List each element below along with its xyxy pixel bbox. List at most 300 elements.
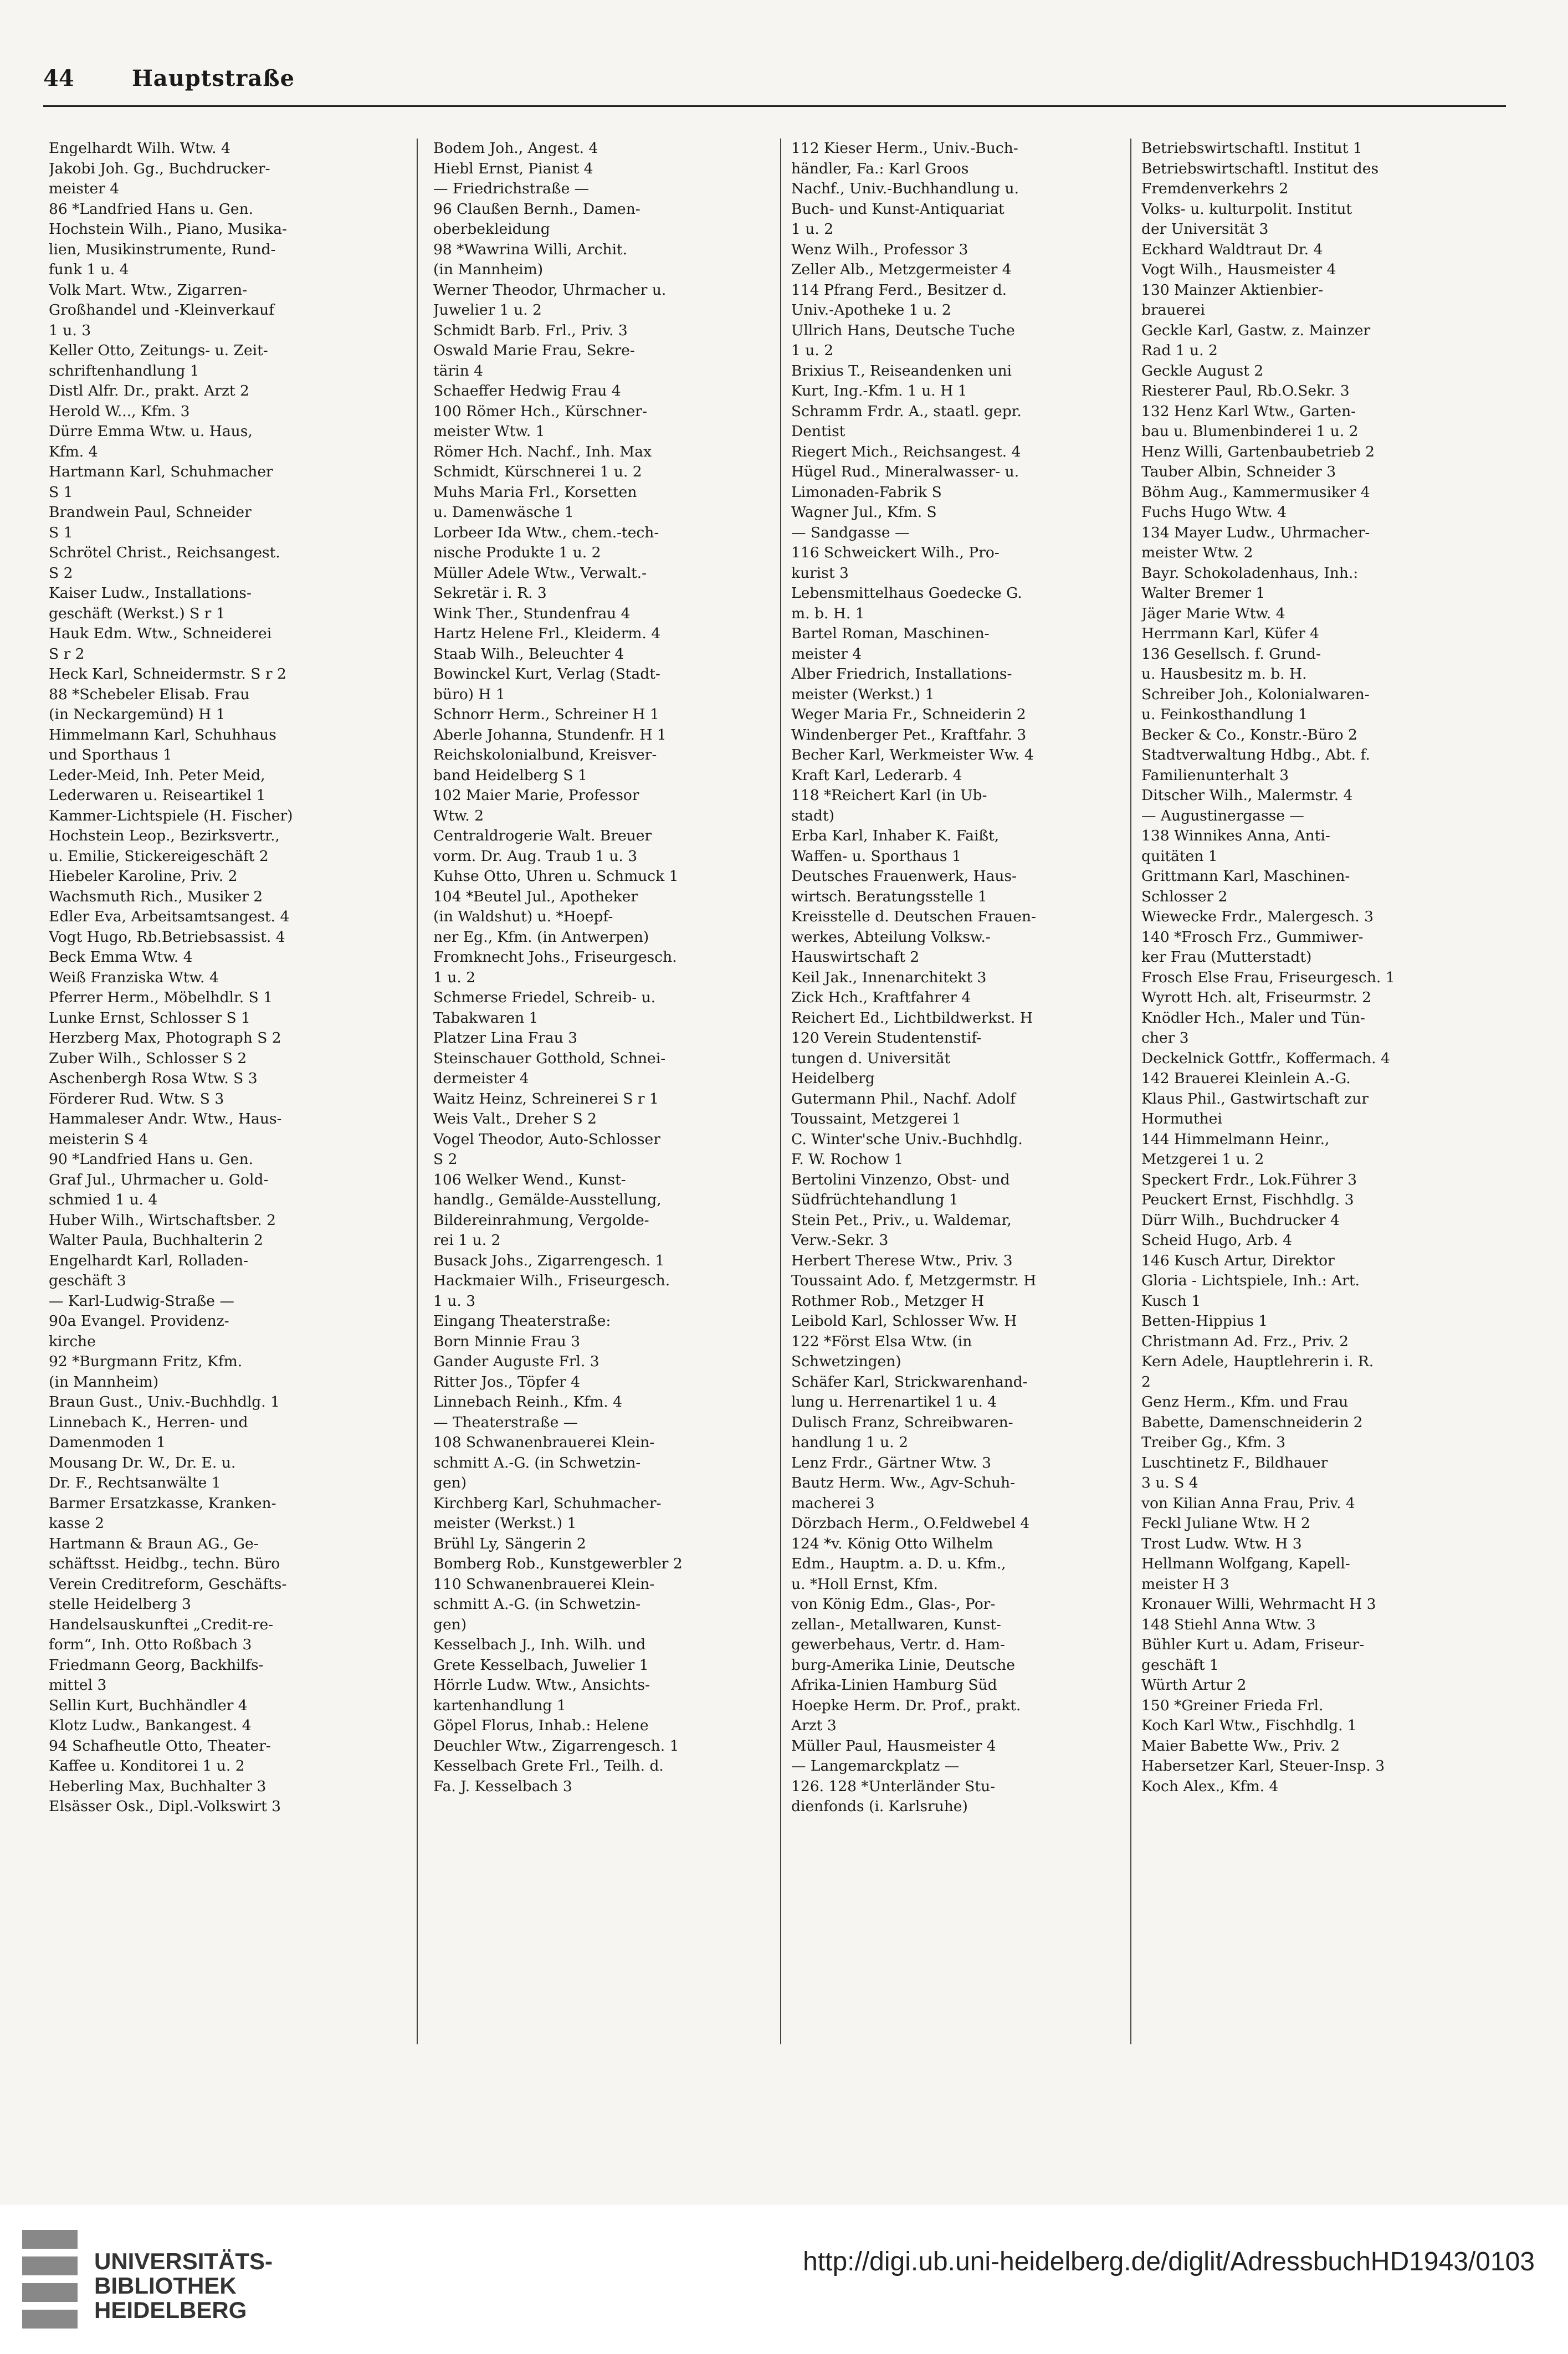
directory-entry-line: Dürr Wilh., Buchdrucker 4	[1141, 1211, 1340, 1229]
directory-entry-line: oberbekleidung	[433, 220, 550, 238]
directory-entry-line: 92 *Burgmann Fritz, Kfm.	[49, 1353, 243, 1370]
directory-entry-line: Born Minnie Frau 3	[433, 1332, 581, 1350]
directory-entry-line: Engelhardt Wilh. Wtw. 4	[49, 140, 230, 157]
directory-entry-line: meister (Werkst.) 1	[433, 1515, 577, 1532]
directory-entry-line: Hellmann Wolfgang, Kapell-	[1141, 1555, 1350, 1572]
directory-entry-line: u. Feinkosthandlung 1	[1141, 706, 1308, 723]
directory-entry-line: meister 4	[791, 645, 862, 663]
directory-entry-line: Reichskolonialbund, Kreisver-	[433, 746, 657, 763]
directory-entry-line: 136 Gesellsch. f. Grund-	[1141, 645, 1321, 663]
directory-entry-line: Tabakwaren 1	[433, 1009, 539, 1027]
directory-entry-line: 108 Schwanenbrauerei Klein-	[433, 1434, 655, 1451]
directory-entry-line: Schmidt, Kürschnerei 1 u. 2	[433, 463, 642, 480]
directory-entry-line: Peuckert Ernst, Fischhdlg. 3	[1141, 1191, 1354, 1208]
directory-entry-line: Hammaleser Andr. Wtw., Haus-	[49, 1110, 282, 1127]
directory-entry-line: kartenhandlung 1	[433, 1696, 566, 1714]
directory-entry-line: Riegert Mich., Reichsangest. 4	[791, 443, 1021, 460]
directory-entry-line: Hügel Rud., Mineralwasser- u.	[791, 463, 1019, 480]
directory-entry-line: Weiß Franziska Wtw. 4	[49, 968, 219, 986]
directory-entry-line: Kusch 1	[1141, 1292, 1201, 1310]
directory-entry-line: Bowinckel Kurt, Verlag (Stadt-	[433, 665, 660, 683]
directory-entry-line: stelle Heidelberg 3	[49, 1596, 191, 1613]
library-name-line: HEIDELBERG	[94, 2297, 247, 2323]
directory-entry-line: (in Mannheim)	[433, 261, 544, 278]
directory-entry-line: geschäft 1	[1141, 1656, 1219, 1674]
directory-entry-line: kirche	[49, 1332, 96, 1350]
directory-entry-line: Ullrich Hans, Deutsche Tuche	[791, 321, 1015, 339]
directory-entry-line: Fremdenverkehrs 2	[1141, 180, 1289, 197]
directory-entry-line: Ditscher Wilh., Malermstr. 4	[1141, 787, 1353, 804]
directory-entry-line: band Heidelberg S 1	[433, 766, 587, 784]
directory-entry-line: rei 1 u. 2	[433, 1232, 501, 1249]
directory-entry-line: dermeister 4	[433, 1070, 529, 1087]
directory-entry-line: Müller Paul, Hausmeister 4	[791, 1737, 996, 1755]
directory-entry-line: Koch Karl Wtw., Fischhdlg. 1	[1141, 1717, 1357, 1734]
directory-entry-line: Wtw. 2	[433, 807, 484, 824]
directory-entry-line: Schnorr Herm., Schreiner H 1	[433, 706, 659, 723]
directory-entry-line: u. Emilie, Stickereigeschäft 2	[49, 847, 269, 865]
directory-entry-line: Busack Johs., Zigarrengesch. 1	[433, 1252, 665, 1269]
directory-entry-line: Hackmaier Wilh., Friseurgesch.	[433, 1272, 670, 1289]
directory-entry-line: Vogel Theodor, Auto-Schlosser	[433, 1130, 660, 1148]
directory-entry-line: — Augustinergasse —	[1141, 807, 1304, 824]
directory-entry-line: kurist 3	[791, 564, 849, 582]
directory-entry-line: Wink Ther., Stundenfrau 4	[433, 604, 631, 622]
directory-entry-line: Riesterer Paul, Rb.O.Sekr. 3	[1141, 382, 1350, 399]
directory-entry-line: Rothmer Rob., Metzger H	[791, 1292, 984, 1310]
directory-entry-line: 138 Winnikes Anna, Anti-	[1141, 827, 1330, 844]
directory-entry-line: S 2	[49, 564, 73, 582]
directory-entry-line: Gutermann Phil., Nachf. Adolf	[791, 1090, 1016, 1107]
directory-entry-line: 146 Kusch Artur, Direktor	[1141, 1252, 1335, 1269]
directory-entry-line: Walter Bremer 1	[1141, 584, 1265, 602]
directory-entry-line: 148 Stiehl Anna Wtw. 3	[1141, 1616, 1316, 1633]
directory-entry-line: Hochstein Wilh., Piano, Musika-	[49, 220, 287, 238]
directory-entry-line: Deuchler Wtw., Zigarrengesch. 1	[433, 1737, 679, 1755]
directory-entry-line: Kern Adele, Hauptlehrerin i. R.	[1141, 1353, 1374, 1370]
directory-entry-line: Hauswirtschaft 2	[791, 948, 920, 966]
directory-entry-line: Bühler Kurt u. Adam, Friseur-	[1141, 1636, 1365, 1653]
directory-entry-line: Vogt Hugo, Rb.Betriebsassist. 4	[49, 928, 285, 946]
directory-entry-line: Schmidt Barb. Frl., Priv. 3	[433, 321, 628, 339]
directory-entry-line: Geckle Karl, Gastw. z. Mainzer	[1141, 321, 1371, 339]
directory-entry-line: form“, Inh. Otto Roßbach 3	[49, 1636, 252, 1653]
directory-entry-line: Juwelier 1 u. 2	[433, 301, 542, 319]
directory-entry-line: 126. 128 *Unterländer Stu-	[791, 1777, 995, 1795]
directory-entry-line: Toussaint, Metzgerei 1	[791, 1110, 961, 1127]
directory-entry-line: Hartmann Karl, Schuhmacher	[49, 463, 273, 480]
directory-entry-line: stadt)	[791, 807, 834, 824]
directory-entry-line: Edler Eva, Arbeitsamtsangest. 4	[49, 908, 290, 925]
directory-entry-line: Damenmoden 1	[49, 1434, 166, 1451]
directory-entry-line: Centraldrogerie Walt. Breuer	[433, 827, 652, 844]
directory-entry-line: Toussaint Ado. f, Metzgermstr. H	[791, 1272, 1037, 1289]
directory-entry-line: Wagner Jul., Kfm. S	[791, 504, 937, 521]
directory-entry-line: Müller Adele Wtw., Verwalt.-	[433, 564, 647, 582]
directory-entry-line: Pferrer Herm., Möbelhdlr. S 1	[49, 989, 273, 1006]
directory-entry-line: macherei 3	[791, 1494, 875, 1512]
directory-entry-line: Dentist	[791, 423, 846, 440]
directory-entry-line: Volks- u. kulturpolit. Institut	[1141, 200, 1352, 218]
directory-entry-line: gen)	[433, 1616, 467, 1633]
source-url-link[interactable]: http://digi.ub.uni-heidelberg.de/diglit/AdressbuchHD1943/0103	[803, 2247, 1535, 2276]
directory-entry-line: tärin 4	[433, 362, 483, 379]
column-3	[791, 139, 1130, 1817]
directory-entry-line: Walter Paula, Buchhalterin 2	[49, 1232, 263, 1249]
directory-entry-line: — Theaterstraße —	[433, 1413, 578, 1431]
directory-entry-line: Weger Maria Fr., Schneiderin 2	[791, 706, 1026, 723]
directory-entry-line: Vogt Wilh., Hausmeister 4	[1141, 261, 1336, 278]
directory-entry-line: 140 *Frosch Frz., Gummiwer-	[1141, 928, 1364, 946]
directory-entry-line: Henz Willi, Gartenbaubetrieb 2	[1141, 443, 1375, 460]
directory-entry-line: gen)	[433, 1474, 467, 1491]
directory-entry-line: Hörrle Ludw. Wtw., Ansichts-	[433, 1676, 650, 1694]
directory-entry-line: Sekretär i. R. 3	[433, 584, 547, 602]
directory-entry-line: Friedmann Georg, Backhilfs-	[49, 1656, 264, 1674]
directory-entry-line: Schäfer Karl, Strickwarenhand-	[791, 1373, 1028, 1391]
directory-entry-line: Bodem Joh., Angest. 4	[433, 140, 598, 157]
directory-entry-line: Stein Pet., Priv., u. Waldemar,	[791, 1211, 1012, 1229]
library-name	[94, 2249, 273, 2322]
directory-entry-line: Jäger Marie Wtw. 4	[1141, 604, 1285, 622]
directory-entry-line: lien, Musikinstrumente, Rund-	[49, 240, 276, 258]
directory-entry-line: Steinschauer Gotthold, Schnei-	[433, 1049, 666, 1067]
directory-entry-line: Metzgerei 1 u. 2	[1141, 1151, 1264, 1168]
directory-entry-line: Herrmann Karl, Küfer 4	[1141, 625, 1319, 642]
directory-entry-line: 114 Pfrang Ferd., Besitzer d.	[791, 281, 1007, 299]
directory-entry-line: 100 Römer Hch., Kürschner-	[433, 402, 647, 420]
directory-entry-line: nische Produkte 1 u. 2	[433, 544, 601, 561]
directory-entry-line: ner Eg., Kfm. (in Antwerpen)	[433, 928, 649, 946]
directory-entry-line: S 2	[433, 1151, 458, 1168]
directory-entry-line: werkes, Abteilung Volksw.-	[791, 928, 991, 946]
directory-entry-line: Wyrott Hch. alt, Friseurmstr. 2	[1141, 989, 1371, 1006]
directory-entry-line: Kfm. 4	[49, 443, 98, 460]
directory-entry-line: Reichert Ed., Lichtbildwerkst. H	[791, 1009, 1033, 1027]
directory-entry-line: 122 *Först Elsa Wtw. (in	[791, 1332, 972, 1350]
directory-entry-line: Fa. J. Kesselbach 3	[433, 1777, 572, 1795]
directory-entry-line: Gander Auguste Frl. 3	[433, 1353, 599, 1370]
page-number: 44	[43, 65, 74, 91]
directory-entry-line: Bertolini Vinzenzo, Obst- und	[791, 1171, 1010, 1188]
directory-entry-line: Großhandel und -Kleinverkauf	[49, 301, 274, 319]
page-header	[43, 65, 1506, 99]
directory-entry-line: Kaiser Ludw., Installations-	[49, 584, 252, 602]
directory-entry-line: Kraft Karl, Lederarb. 4	[791, 766, 962, 784]
directory-entry-line: Betriebswirtschaftl. Institut 1	[1141, 140, 1362, 157]
directory-entry-line: gewerbehaus, Vertr. d. Ham-	[791, 1636, 1005, 1653]
directory-entry-line: Brühl Ly, Sängerin 2	[433, 1535, 586, 1552]
directory-entry-line: Beck Emma Wtw. 4	[49, 948, 193, 966]
directory-entry-line: 132 Henz Karl Wtw., Garten-	[1141, 402, 1356, 420]
directory-entry-line: lung u. Herrenartikel 1 u. 4	[791, 1393, 997, 1411]
directory-entry-line: S 1	[49, 483, 73, 501]
directory-entry-line: Linnebach K., Herren- und	[49, 1413, 248, 1431]
directory-entry-line: Becker & Co., Konstr.-Büro 2	[1141, 726, 1357, 743]
directory-entry-line: Eingang Theaterstraße:	[433, 1312, 611, 1330]
directory-entry-line: 1 u. 2	[791, 220, 834, 238]
directory-entry-line: Zeller Alb., Metzgermeister 4	[791, 261, 1012, 278]
directory-entry-line: 120 Verein Studentenstif-	[791, 1029, 982, 1047]
directory-entry-line: handlg., Gemälde-Ausstellung,	[433, 1191, 662, 1208]
directory-entry-line: händler, Fa.: Karl Groos	[791, 160, 969, 177]
directory-entry-line: Maier Babette Ww., Priv. 2	[1141, 1737, 1340, 1755]
directory-entry-line: 130 Mainzer Aktienbier-	[1141, 281, 1324, 299]
directory-entry-line: 106 Welker Wend., Kunst-	[433, 1171, 626, 1188]
directory-entry-line: Barmer Ersatzkasse, Kranken-	[49, 1494, 276, 1512]
directory-entry-line: Hiebeler Karoline, Priv. 2	[49, 868, 238, 885]
directory-entry-line: Weis Valt., Dreher S 2	[433, 1110, 597, 1127]
directory-entry-line: F. W. Rochow 1	[791, 1151, 904, 1168]
directory-entry-line: Himmelmann Karl, Schuhhaus	[49, 726, 276, 743]
directory-entry-line: Geckle August 2	[1141, 362, 1264, 379]
directory-entry-line: Schlosser 2	[1141, 888, 1228, 905]
directory-entry-line: 102 Maier Marie, Professor	[433, 787, 639, 804]
page-street-title: Hauptstraße	[132, 65, 295, 91]
directory-entry-line: geschäft (Werkst.) S r 1	[49, 604, 226, 622]
directory-entry-line: Habersetzer Karl, Steuer-Insp. 3	[1141, 1757, 1385, 1775]
directory-entry-line: Babette, Damenschneiderin 2	[1141, 1413, 1363, 1431]
directory-entry-line: meisterin S 4	[49, 1130, 148, 1148]
directory-entry-line: Lenz Frdr., Gärtner Wtw. 3	[791, 1454, 992, 1471]
directory-entry-line: Brixius T., Reiseandenken uni	[791, 362, 1012, 379]
directory-entry-line: Bayr. Schokoladenhaus, Inh.:	[1141, 564, 1359, 582]
directory-entry-line: Oswald Marie Frau, Sekre-	[433, 342, 635, 359]
directory-entry-line: Göpel Florus, Inhab.: Helene	[433, 1717, 649, 1734]
directory-entry-line: 142 Brauerei Kleinlein A.-G.	[1141, 1070, 1351, 1087]
directory-entry-line: u. Hausbesitz m. b. H.	[1141, 665, 1307, 683]
directory-entry-line: Linnebach Reinh., Kfm. 4	[433, 1393, 622, 1411]
directory-entry-line: Muhs Maria Frl., Korsetten	[433, 483, 637, 501]
directory-entry-line: Bildereinrahmung, Vergolde-	[433, 1211, 649, 1229]
directory-entry-line: Staab Wilh., Beleuchter 4	[433, 645, 624, 663]
directory-entry-line: Hormuthei	[1141, 1110, 1222, 1127]
directory-entry-line: Werner Theodor, Uhrmacher u.	[433, 281, 667, 299]
library-logo-icon	[22, 2230, 89, 2330]
directory-entry-line: Betten-Hippius 1	[1141, 1312, 1268, 1330]
directory-entry-line: 88 *Schebeler Elisab. Frau	[49, 685, 250, 703]
directory-entry-line: S r 2	[49, 645, 85, 663]
directory-entry-line: Lebensmittelhaus Goedecke G.	[791, 584, 1022, 602]
directory-entry-line: Limonaden-Fabrik S	[791, 483, 942, 501]
directory-entry-line: Ritter Jos., Töpfer 4	[433, 1373, 580, 1391]
directory-entry-line: von Kilian Anna Frau, Priv. 4	[1141, 1494, 1355, 1512]
directory-entry-line: Waffen- u. Sporthaus 1	[791, 847, 961, 865]
directory-entry-line: Dulisch Franz, Schreibwaren-	[791, 1413, 1013, 1431]
directory-entry-line: Gloria - Lichtspiele, Inh.: Art.	[1141, 1272, 1360, 1289]
directory-entry-line: Verw.-Sekr. 3	[791, 1232, 889, 1249]
directory-entry-line: Brandwein Paul, Schneider	[49, 504, 252, 521]
directory-entry-line: Stadtverwaltung Hdbg., Abt. f.	[1141, 746, 1370, 763]
directory-entry-line: Braun Gust., Univ.-Buchhdlg. 1	[49, 1393, 280, 1411]
directory-entry-line: Keil Jak., Innenarchitekt 3	[791, 968, 987, 986]
directory-entry-line: Fuchs Hugo Wtw. 4	[1141, 504, 1287, 521]
directory-entry-line: Zick Hch., Kraftfahrer 4	[791, 989, 971, 1006]
directory-entry-line: u. Damenwäsche 1	[433, 504, 574, 521]
directory-entry-line: schmitt A.-G. (in Schwetzin-	[433, 1596, 641, 1613]
directory-entry-line: Kesselbach J., Inh. Wilh. und	[433, 1636, 646, 1653]
directory-entry-line: Wachsmuth Rich., Musiker 2	[49, 888, 263, 905]
directory-entry-line: Grete Kesselbach, Juwelier 1	[433, 1656, 649, 1674]
directory-entry-line: meister Wtw. 2	[1141, 544, 1253, 561]
directory-entry-line: 134 Mayer Ludw., Uhrmacher-	[1141, 524, 1370, 541]
directory-entry-line: Dürre Emma Wtw. u. Haus,	[49, 423, 253, 440]
directory-entry-line: cher 3	[1141, 1029, 1189, 1047]
directory-entry-line: handlung 1 u. 2	[791, 1434, 908, 1451]
directory-entry-line: Luschtinetz F., Bildhauer	[1141, 1454, 1328, 1471]
directory-entry-line: Verein Creditreform, Geschäfts-	[49, 1575, 287, 1593]
directory-entry-line: Heidelberg	[791, 1070, 875, 1087]
directory-entry-line: 150 *Greiner Frieda Frl.	[1141, 1696, 1324, 1714]
directory-entry-line: 104 *Beutel Jul., Apotheker	[433, 888, 638, 905]
directory-entry-line: der Universität 3	[1141, 220, 1269, 238]
directory-entry-line: Herold W..., Kfm. 3	[49, 402, 190, 420]
directory-entry-line: Böhm Aug., Kammermusiker 4	[1141, 483, 1370, 501]
directory-entry-line: Hochstein Leop., Bezirksvertr.,	[49, 827, 280, 844]
directory-entry-line: Wiewecke Frdr., Malergesch. 3	[1141, 908, 1374, 925]
directory-entry-line: meister (Werkst.) 1	[791, 685, 935, 703]
directory-entry-line: Eckhard Waldtraut Dr. 4	[1141, 240, 1323, 258]
directory-entry-line: (in Neckargemünd) H 1	[49, 706, 226, 723]
directory-entry-line: Hoepke Herm. Dr. Prof., prakt.	[791, 1696, 1021, 1714]
directory-entry-line: schmied 1 u. 4	[49, 1191, 158, 1208]
directory-entry-line: vorm. Dr. Aug. Traub 1 u. 3	[433, 847, 638, 865]
directory-entry-line: Heberling Max, Buchhalter 3	[49, 1777, 267, 1795]
directory-entry-line: Leder-Meid, Inh. Peter Meid,	[49, 766, 265, 784]
directory-entry-line: brauerei	[1141, 301, 1206, 319]
directory-entry-line: 90a Evangel. Providenz-	[49, 1312, 229, 1330]
header-rule	[43, 105, 1506, 107]
directory-entry-line: meister Wtw. 1	[433, 423, 545, 440]
directory-entry-line: Windenberger Pet., Kraftfahr. 3	[791, 726, 1027, 743]
directory-entry-line: dienfonds (i. Karlsruhe)	[791, 1798, 968, 1815]
library-name-line: UNIVERSITÄTS-	[94, 2248, 273, 2274]
directory-entry-line: 112 Kieser Herm., Univ.-Buch-	[791, 140, 1018, 157]
column-1	[49, 139, 388, 1817]
directory-entry-line: Genz Herm., Kfm. und Frau	[1141, 1393, 1349, 1411]
directory-entry-line: Kronauer Willi, Wehrmacht H 3	[1141, 1596, 1376, 1613]
directory-entry-line: schriftenhandlung 1	[49, 362, 199, 379]
directory-entry-line: Elsässer Osk., Dipl.-Volkswirt 3	[49, 1798, 281, 1815]
directory-entry-line: 94 Schafheutle Otto, Theater-	[49, 1737, 271, 1755]
directory-entry-line: Klotz Ludw., Bankangest. 4	[49, 1717, 252, 1734]
directory-entry-line: Christmann Ad. Frz., Priv. 2	[1141, 1332, 1349, 1350]
directory-entry-line: (in Waldshut) u. *Hoepf-	[433, 908, 613, 925]
directory-entry-line: Deutsches Frauenwerk, Haus-	[791, 868, 1017, 885]
directory-entry-line: Schmerse Friedel, Schreib- u.	[433, 989, 656, 1006]
directory-entry-line: Becher Karl, Werkmeister Ww. 4	[791, 746, 1034, 763]
directory-entry-line: Herbert Therese Wtw., Priv. 3	[791, 1252, 1013, 1269]
directory-entry-line: Engelhardt Karl, Rolladen-	[49, 1252, 249, 1269]
directory-entry-line: Afrika-Linien Hamburg Süd	[791, 1676, 997, 1694]
directory-entry-line: Römer Hch. Nachf., Inh. Max	[433, 443, 652, 460]
directory-entry-line: Grittmann Karl, Maschinen-	[1141, 868, 1350, 885]
directory-entry-line: Bartel Roman, Maschinen-	[791, 625, 990, 642]
directory-entry-line: Edm., Hauptm. a. D. u. Kfm.,	[791, 1555, 1006, 1572]
directory-entry-line: Förderer Rud. Wtw. S 3	[49, 1090, 224, 1107]
directory-entry-line: Familienunterhalt 3	[1141, 766, 1289, 784]
directory-entry-line: 124 *v. König Otto Wilhelm	[791, 1535, 993, 1552]
column-4	[1141, 139, 1507, 1797]
directory-entry-line: Scheid Hugo, Arb. 4	[1141, 1232, 1293, 1249]
column-divider	[1130, 139, 1131, 2044]
directory-entry-line: bau u. Blumenbinderei 1 u. 2	[1141, 423, 1359, 440]
directory-entry-line: Knödler Hch., Maler und Tün-	[1141, 1009, 1365, 1027]
directory-entry-line: Heck Karl, Schneidermstr. S r 2	[49, 665, 286, 683]
directory-entry-line: Jakobi Joh. Gg., Buchdrucker-	[49, 160, 270, 177]
directory-entry-line: Huber Wilh., Wirtschaftsber. 2	[49, 1211, 276, 1229]
directory-entry-line: Schreiber Joh., Kolonialwaren-	[1141, 685, 1370, 703]
directory-entry-line: u. *Holl Ernst, Kfm.	[791, 1575, 938, 1593]
directory-entry-line: büro) H 1	[433, 685, 505, 703]
directory-entry-line: — Friedrichstraße —	[433, 180, 590, 197]
directory-entry-line: Mousang Dr. W., Dr. E. u.	[49, 1454, 236, 1471]
directory-entry-line: ker Frau (Mutterstadt)	[1141, 948, 1312, 966]
directory-entry-line: — Karl-Ludwig-Straße —	[49, 1292, 234, 1310]
directory-entry-line: — Langemarckplatz —	[791, 1757, 960, 1775]
directory-entry-line: Betriebswirtschaftl. Institut des	[1141, 160, 1379, 177]
library-name-line: BIBLIOTHEK	[94, 2273, 237, 2299]
directory-entry-line: 3 u. S 4	[1141, 1474, 1198, 1491]
directory-entry-line: und Sporthaus 1	[49, 746, 172, 763]
directory-entry-line: 96 Claußen Bernh., Damen-	[433, 200, 640, 218]
directory-entry-line: 116 Schweickert Wilh., Pro-	[791, 544, 1000, 561]
directory-entry-line: 86 *Landfried Hans u. Gen.	[49, 200, 254, 218]
directory-entry-line: Leibold Karl, Schlosser Ww. H	[791, 1312, 1017, 1330]
directory-entry-line: Hiebl Ernst, Pianist 4	[433, 160, 593, 177]
directory-entry-line: Sellin Kurt, Buchhändler 4	[49, 1696, 248, 1714]
directory-entry-line: 2	[1141, 1373, 1151, 1391]
directory-entry-line: Aschenbergh Rosa Wtw. S 3	[49, 1070, 258, 1087]
directory-entry-line: Nachf., Univ.-Buchhandlung u.	[791, 180, 1019, 197]
directory-entry-line: Kirchberg Karl, Schuhmacher-	[433, 1494, 662, 1512]
directory-entry-line: Feckl Juliane Wtw. H 2	[1141, 1515, 1310, 1532]
directory-entry-line: meister 4	[49, 180, 120, 197]
directory-entry-line: Schramm Frdr. A., staatl. gepr.	[791, 402, 1022, 420]
directory-entry-line: Kaffee u. Konditorei 1 u. 2	[49, 1757, 245, 1775]
directory-entry-line: Bomberg Rob., Kunstgewerbler 2	[433, 1555, 683, 1572]
directory-entry-line: Zuber Wilh., Schlosser S 2	[49, 1049, 247, 1067]
directory-entry-line: Distl Alfr. Dr., prakt. Arzt 2	[49, 382, 249, 399]
directory-entry-line: Kesselbach Grete Frl., Teilh. d.	[433, 1757, 664, 1775]
directory-entry-line: von König Edm., Glas-, Por-	[791, 1596, 996, 1613]
directory-entry-line: Schaeffer Hedwig Frau 4	[433, 382, 621, 399]
directory-entry-line: 118 *Reichert Karl (in Ub-	[791, 787, 987, 804]
directory-entry-line: Graf Jul., Uhrmacher u. Gold-	[49, 1171, 269, 1188]
directory-entry-line: Univ.-Apotheke 1 u. 2	[791, 301, 951, 319]
directory-entry-line: Aberle Johanna, Stundenfr. H 1	[433, 726, 667, 743]
directory-entry-line: mittel 3	[49, 1676, 107, 1694]
footer-bar	[0, 2205, 1568, 2354]
directory-entry-line: Herzberg Max, Photograph S 2	[49, 1029, 281, 1047]
directory-entry-line: m. b. H. 1	[791, 604, 865, 622]
directory-entry-line: Kuhse Otto, Uhren u. Schmuck 1	[433, 868, 679, 885]
directory-entry-line: Rad 1 u. 2	[1141, 342, 1218, 359]
directory-entry-line: funk 1 u. 4	[49, 261, 129, 278]
directory-entry-line: Keller Otto, Zeitungs- u. Zeit-	[49, 342, 268, 359]
directory-entry-line: Wenz Wilh., Professor 3	[791, 240, 969, 258]
column-divider	[417, 139, 418, 2044]
directory-entry-line: Frosch Else Frau, Friseurgesch. 1	[1141, 968, 1395, 986]
directory-entry-line: Erba Karl, Inhaber K. Faißt,	[791, 827, 1000, 844]
directory-entry-line: S 1	[49, 524, 73, 541]
column-divider	[780, 139, 781, 2044]
directory-entry-line: Volk Mart. Wtw., Zigarren-	[49, 281, 248, 299]
directory-entry-line: Buch- und Kunst-Antiquariat	[791, 200, 1005, 218]
directory-entry-line: Alber Friedrich, Installations-	[791, 665, 1012, 683]
directory-entry-line: C. Winter'sche Univ.-Buchhdlg.	[791, 1130, 1023, 1148]
directory-entry-line: quitäten 1	[1141, 847, 1218, 865]
